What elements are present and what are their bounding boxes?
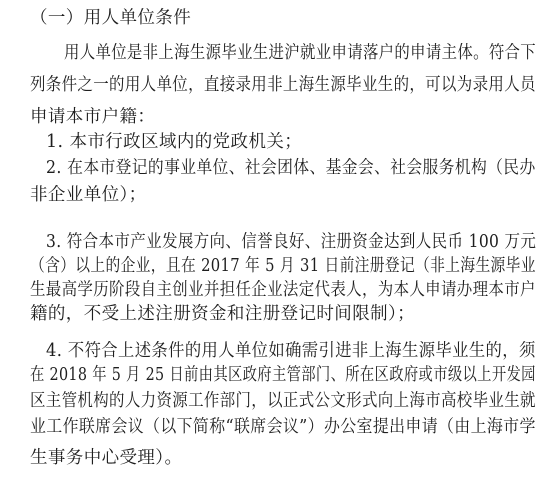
paragraph-line: 生最高学历阶段自主创业并担任企业法定代表人，为本人申请办理本市户 <box>30 280 536 300</box>
paragraph-line: 2. 在本市登记的事业单位、社会团体、基金会、社会服务机构（民办 <box>46 158 536 178</box>
paragraph-line: 籍的，不受上述注册资金和注册登记时间限制）； <box>30 304 416 324</box>
paragraph-line: 用人单位是非上海生源毕业生进沪就业申请落户的申请主体。符合下 <box>64 43 537 63</box>
paragraph-line: 非企业单位）； <box>30 185 147 205</box>
paragraph-line: 列条件之一的用人单位，直接录用非上海生源毕业生的，可以为录用人员 <box>30 75 536 95</box>
paragraph-line: （含）以上的企业，且在 2017 年 5 月 31 日前注册登记（非上海生源毕业 <box>30 256 536 276</box>
paragraph-line: 生事务中心受理）。 <box>30 448 183 468</box>
paragraph-line: 3. 符合本市产业发展方向、信誉良好、注册资金达到人民币 100 万元 <box>46 232 537 252</box>
paragraph-line: 1. 本市行政区域内的党政机关； <box>46 132 303 152</box>
paragraph-line: 4. 不符合上述条件的用人单位如确需引进非上海生源毕业生的，须 <box>46 341 536 361</box>
paragraph-line: 申请本市户籍： <box>30 107 156 127</box>
section-heading: （一）用人单位条件 <box>30 8 192 28</box>
paragraph-line: 区主管机构的人力资源工作部门，以正式公文形式向上海市高校毕业生就 <box>30 391 536 411</box>
paragraph-line: 业工作联席会议（以下简称“联席会议”）办公室提出申请（由上海市学 <box>30 417 536 437</box>
paragraph-line: 在 2018 年 5 月 25 日前由其区政府主管部门、所在区政府或市级以上开发园 <box>30 365 536 385</box>
